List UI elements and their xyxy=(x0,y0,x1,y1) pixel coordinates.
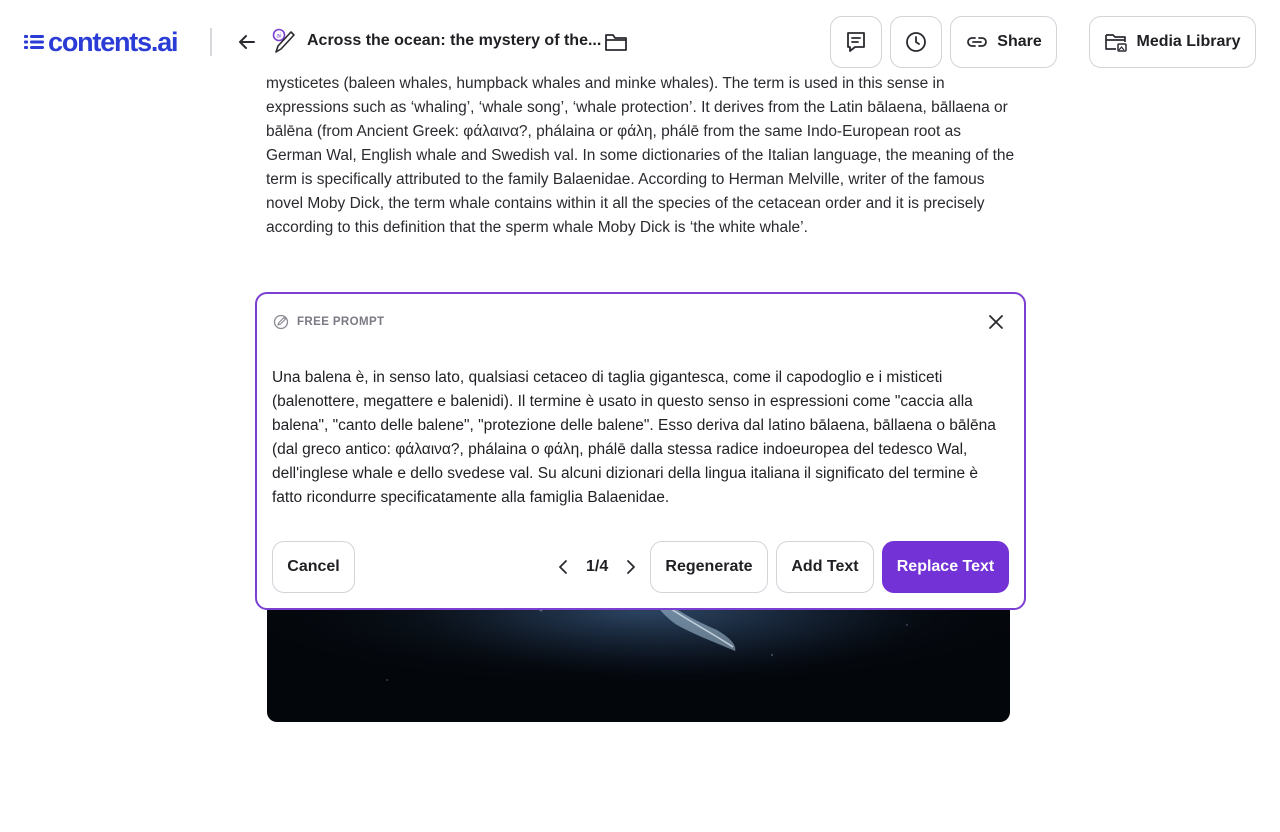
back-arrow-icon[interactable] xyxy=(236,31,258,53)
top-header xyxy=(0,0,1280,72)
logo-text: contents.ai xyxy=(48,27,178,57)
chevron-left-icon xyxy=(557,559,569,575)
svg-text:ai: ai xyxy=(276,32,282,40)
free-prompt-panel xyxy=(255,292,1026,610)
media-library-button[interactable] xyxy=(1089,16,1256,68)
header-divider xyxy=(210,28,212,56)
media-library-label: Media Library xyxy=(1136,33,1241,50)
ai-pen-icon xyxy=(270,27,298,55)
comments-button[interactable] xyxy=(830,16,882,68)
add-text-button[interactable]: Add Text xyxy=(776,541,874,593)
close-icon[interactable] xyxy=(987,313,1005,331)
folder-icon[interactable] xyxy=(604,31,628,53)
ai-edit-icon xyxy=(273,314,289,330)
history-button[interactable] xyxy=(890,16,942,68)
list-logo-icon xyxy=(24,34,44,50)
result-pager xyxy=(554,556,640,578)
history-icon xyxy=(904,30,928,54)
next-result-button[interactable] xyxy=(622,556,640,578)
replace-text-button[interactable]: Replace Text xyxy=(882,541,1009,593)
free-prompt-header xyxy=(273,314,384,330)
previous-result-button[interactable] xyxy=(554,556,572,578)
comments-icon xyxy=(844,30,868,54)
chevron-right-icon xyxy=(625,559,637,575)
cancel-button[interactable]: Cancel xyxy=(272,541,355,593)
regenerate-button[interactable]: Regenerate xyxy=(650,541,768,593)
free-prompt-label: FREE PROMPT xyxy=(297,316,385,328)
document-title[interactable]: Across the ocean: the mystery of the... xyxy=(307,32,602,49)
document-paragraph: mysticetes (baleen whales, humpback whales and minke whales). The term is used in this sense in expressions such as ‘whaling’, ‘whale song’, ‘whale protection’. It derives from the Latin bālaena, bāllaena or bālēna (from Ancient Greek: φάλαινα?, phálaina or φάλη, phálē from the same Indo-European root as German Wal, English whale and Swedish val. In some dictionaries of the Italian language, the meaning of the term is specifically attributed to the family Balaenidae. According to Herman Melville, writer of the famous novel Moby Dick, the term whale contains within it all the species of the cetacean order and it is precisely according to this definition that the sperm whale Moby Dick is ‘the white whale’. xyxy=(266,75,1015,236)
share-label: Share xyxy=(997,33,1042,50)
generated-text: Una balena è, in senso lato, qualsiasi cetaceo di taglia gigantesca, come il capodoglio e i misticeti (balenottere, megattere e balenidi). Il termine è usato in questo senso in espressioni come "caccia alla balena", "canto delle balene", "protezione delle balene". Esso deriva dal latino bālaena, bāllaena o bālēna (dal greco antico: φάλαινα?, phálaina o φάλη, phálē dalla stessa radice indoeuropea del tedesco Wal, dell'inglese whale e dello svedese val. Su alcuni dizionari della lingua italiana il significato del termine è fatto ricondurre specificatamente alla famiglia Balaenidae. xyxy=(272,369,996,506)
app-logo[interactable] xyxy=(24,28,177,56)
link-icon xyxy=(965,30,989,54)
result-count: 1/4 xyxy=(586,558,609,575)
media-library-icon xyxy=(1104,30,1128,54)
share-button[interactable] xyxy=(950,16,1057,68)
